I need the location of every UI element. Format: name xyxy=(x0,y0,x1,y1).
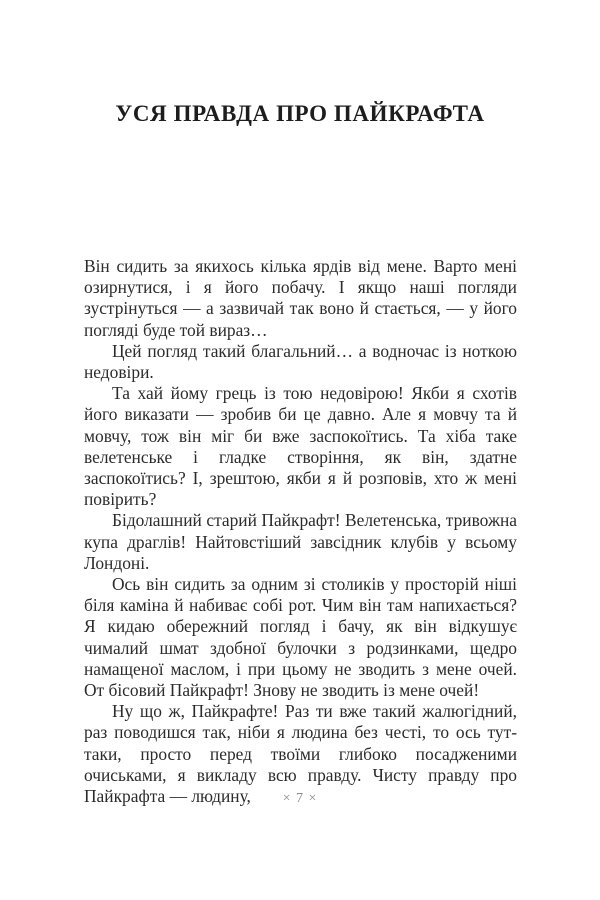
page-number: × 7 × xyxy=(282,791,318,806)
paragraph: Ось він сидить за одним зі столиків у просторій ніші біля каміна й набиває собі рот. Чим він там напихається? Я кидаю обережний погляд і бачу, як він відкушує чималий шмат здобної булочки з родзинками, щедро намащеної маслом, і при цьому не зводить з мене очей. От бісовий Пайкрафт! Знову не зводить із мене очей! xyxy=(84,574,517,701)
paragraph: Та хай йому грець із тою недовірою! Якби я схотів його виказати — зробив би це давно. Але я мовчу та й мовчу, тож він міг би вже заспокоїтись. Та хіба таке велетенське і гладке створіння, як він, здатне заспокоїтись? І, зрештою, якби я й розповів, хто ж мені повірить? xyxy=(84,383,517,510)
paragraph: Він сидить за якихось кілька ярдів від мене. Варто мені озирнутися, і я його побачу. І якщо наші погляди зустрінуться — а зазвичай так воно й стається, — у його погляді буде той вираз… xyxy=(84,256,517,340)
paragraph: Ну що ж, Пайкрафте! Раз ти вже такий жалюгідний, раз поводишся так, ніби я людина без честі, то ось тут-таки, просто перед твоїми глибоко посадженими очиськами, я викладу всю правду. Чисту правду про Пайкрафта — людину, xyxy=(84,701,517,807)
chapter-body xyxy=(84,256,517,807)
chapter-title: УСЯ ПРАВДА ПРО ПАЙКРАФТА xyxy=(115,101,485,126)
paragraph: Цей погляд такий благальний… а водночас із ноткою недовіри. xyxy=(84,340,517,383)
paragraph: Бідолашний старий Пайкрафт! Велетенська, тривожна купа драглів! Найтовстіший завсідник клубів у всьому Лондоні. xyxy=(84,510,517,573)
